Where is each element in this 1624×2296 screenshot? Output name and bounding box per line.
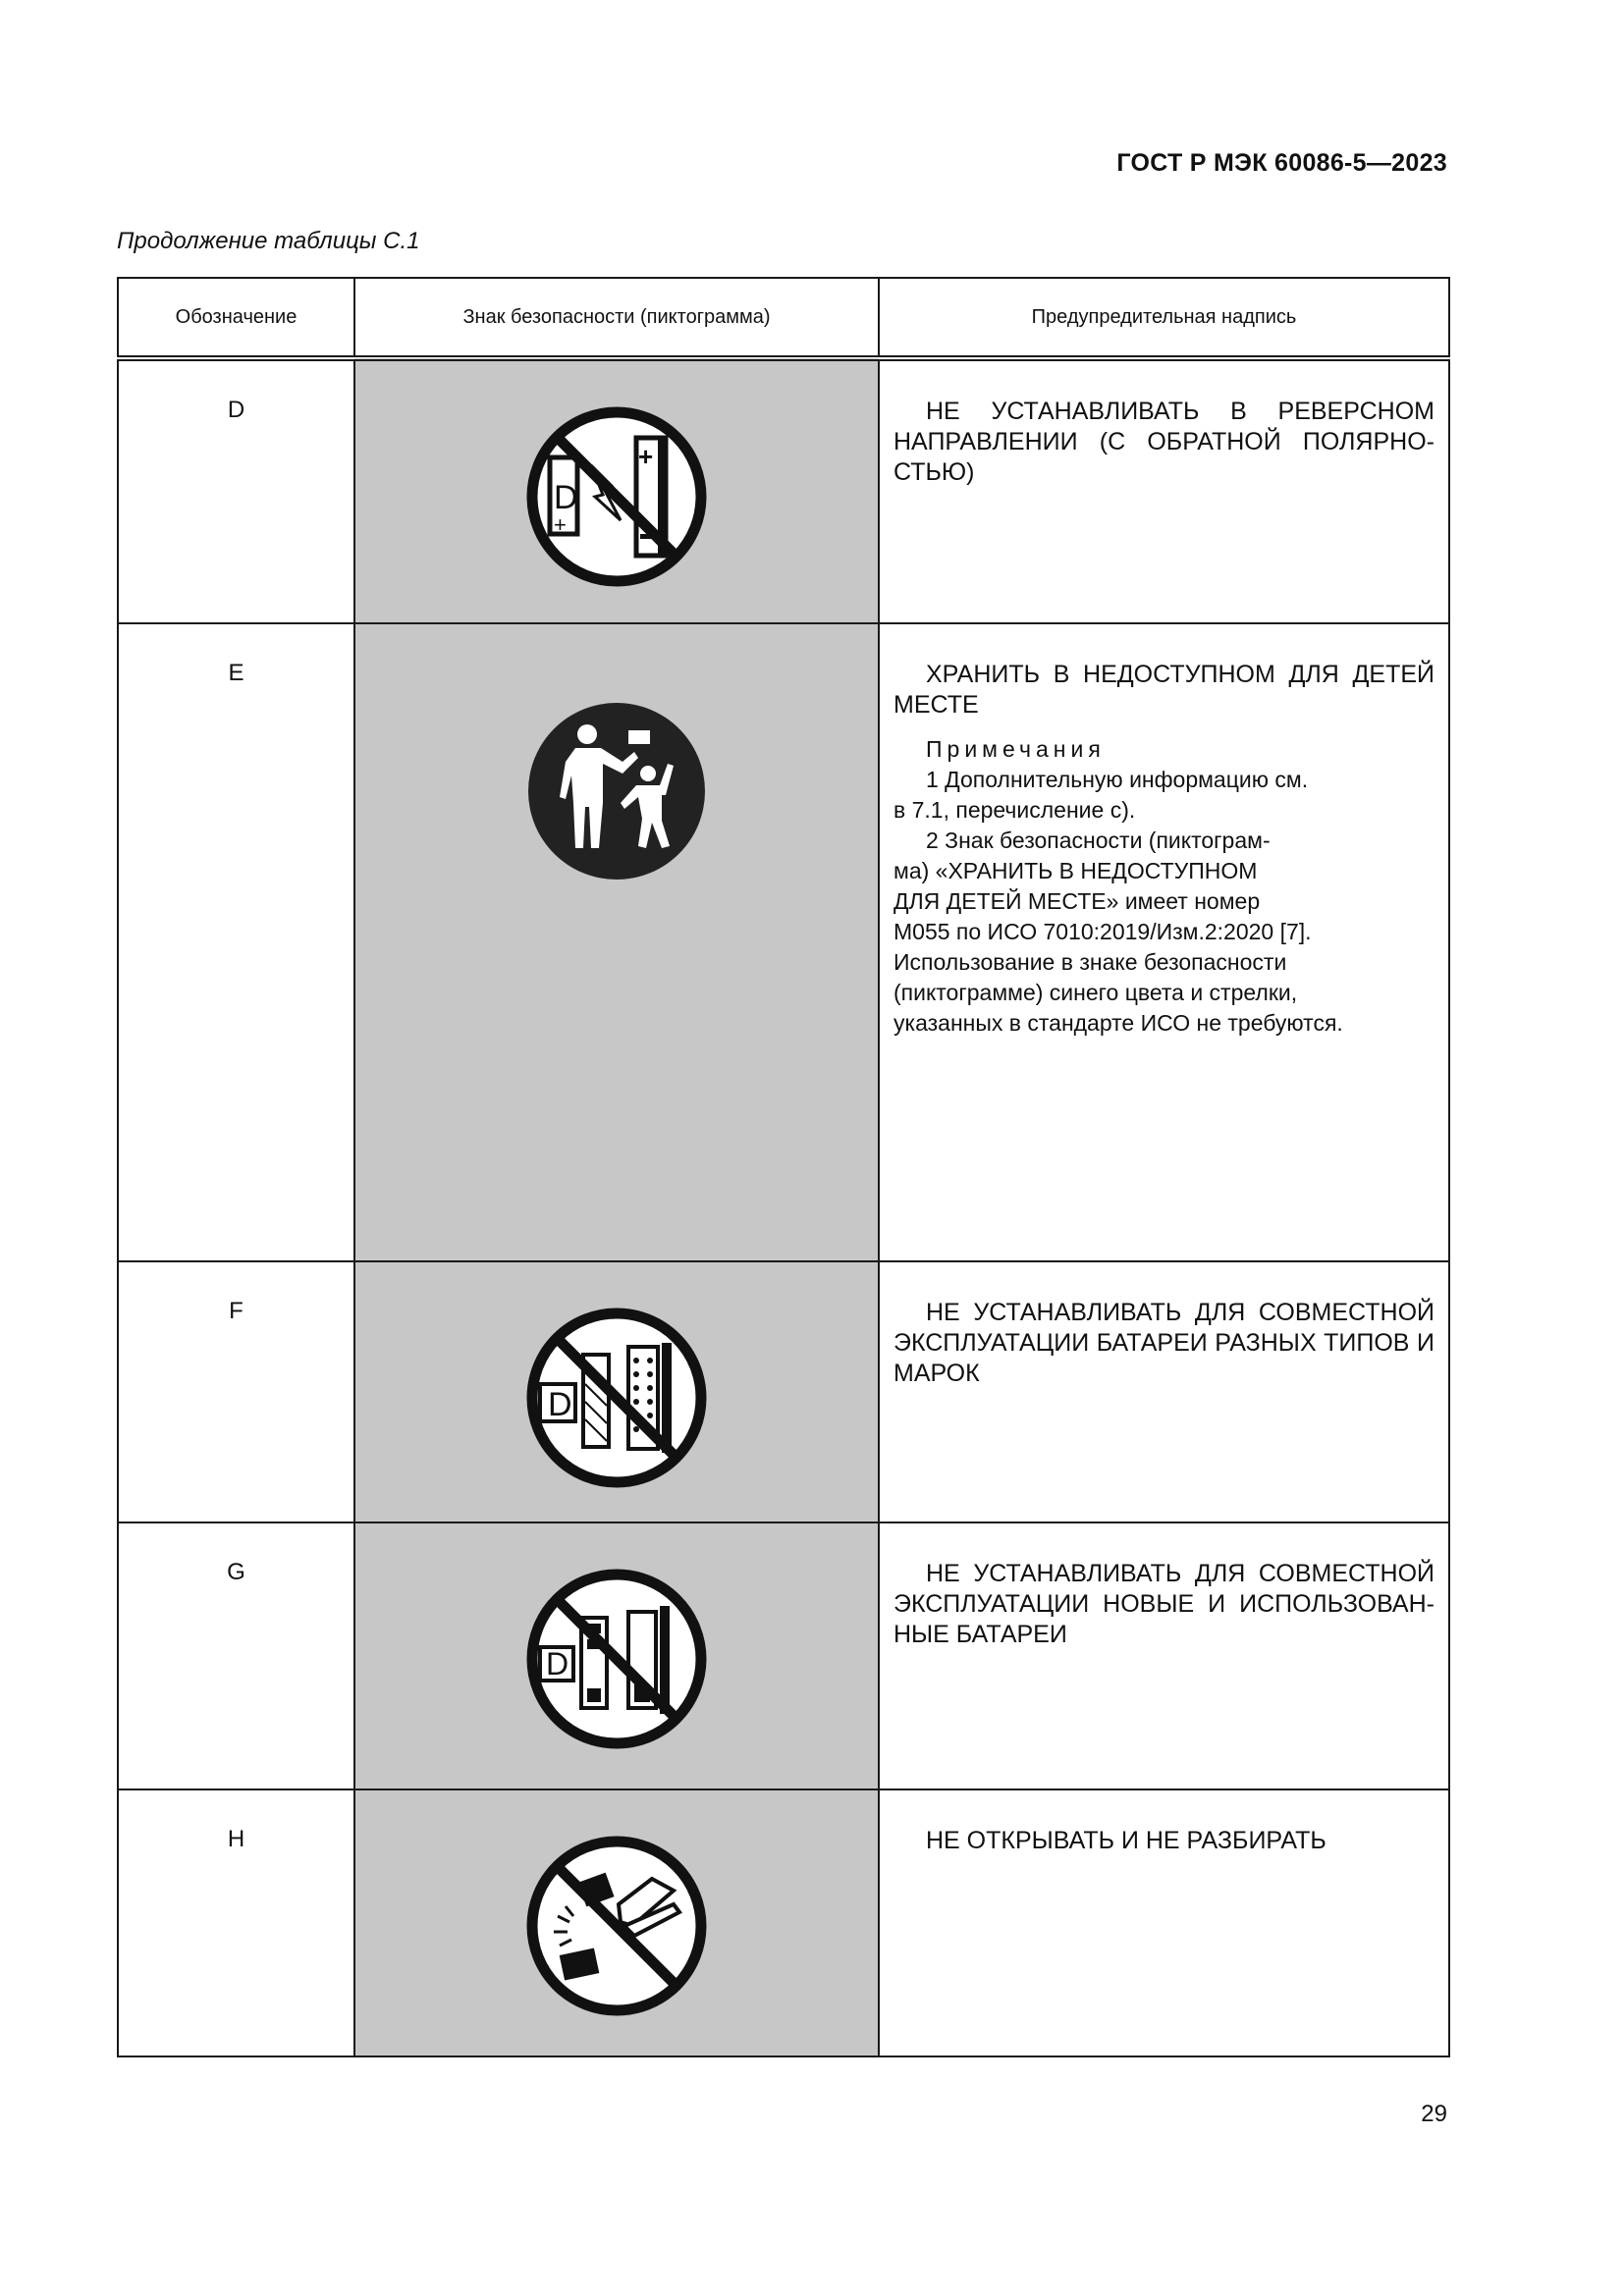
safety-signs-table: [117, 277, 1450, 2057]
row-code: D: [118, 358, 354, 623]
sign-cell: [354, 1261, 879, 1522]
table-caption: Продолжение таблицы С.1: [117, 228, 420, 254]
note-1: 1 Дополнительную информацию см.: [926, 767, 1309, 792]
note-2-line: ма) «ХРАНИТЬ В НЕДОСТУПНОМ: [893, 858, 1258, 883]
note-1-continued: в 7.1, перечисление с).: [893, 797, 1136, 823]
row-code: F: [118, 1261, 354, 1522]
table-row: [118, 1522, 1449, 1789]
row-code: E: [118, 623, 354, 1261]
column-header-sign: Знак безопасности (пиктограмма): [354, 278, 879, 358]
no-reverse-polarity-icon: [526, 406, 707, 587]
note-2-line: М055 по ИСО 7010:2019/Изм.2:2020 [7].: [893, 919, 1312, 944]
svg-text:D: D: [548, 1386, 572, 1423]
row-code: H: [118, 1789, 354, 2056]
note-2-line: (пиктограмме) синего цвета и стрелки,: [893, 980, 1298, 1005]
sign-cell: [354, 1789, 879, 2056]
table-header-row: [118, 278, 1449, 358]
table-row: [118, 358, 1449, 623]
sign-cell: [354, 358, 879, 623]
svg-text:D: D: [554, 479, 578, 516]
warning-cell: [879, 1789, 1449, 2056]
do-not-disassemble-icon: [526, 1836, 707, 2016]
svg-text:D: D: [546, 1646, 569, 1682]
warning-text: НЕ УСТАНАВЛИВАТЬ В РЕВЕРСНОМ НАПРАВЛЕНИИ (С ОБРАТНОЙ ПОЛЯРНО-СТЬЮ): [893, 398, 1435, 486]
warning-cell: [879, 623, 1449, 1261]
keep-away-from-children-icon: [526, 701, 707, 881]
note-2-line: Использование в знаке безопасности: [893, 949, 1287, 975]
warning-text: ХРАНИТЬ В НЕДОСТУПНОМ ДЛЯ ДЕТЕЙ МЕСТЕ: [893, 661, 1435, 719]
warning-cell: [879, 1261, 1449, 1522]
document-header: ГОСТ Р МЭК 60086-5—2023: [1116, 149, 1447, 177]
svg-text:+: +: [638, 442, 654, 471]
row-code: G: [118, 1522, 354, 1789]
sign-cell: [354, 623, 879, 1261]
no-mixing-new-and-used-batteries-icon: [526, 1569, 707, 1749]
table-row: [118, 1261, 1449, 1522]
warning-cell: [879, 358, 1449, 623]
table-row: [118, 623, 1449, 1261]
page-number: 29: [1421, 2101, 1447, 2127]
notes-block: [893, 734, 1435, 1039]
notes-title: Примечания: [926, 736, 1106, 762]
note-2-line: указанных в стандарте ИСО не требуются.: [893, 1010, 1343, 1036]
svg-text:+: +: [554, 512, 567, 537]
table-row: [118, 1789, 1449, 2056]
warning-text: НЕ УСТАНАВЛИВАТЬ ДЛЯ СОВМЕСТНОЙ ЭКСПЛУАТАЦИИ БАТАРЕИ РАЗНЫХ ТИПОВ И МАРОК: [893, 1299, 1435, 1387]
warning-text: НЕ УСТАНАВЛИВАТЬ ДЛЯ СОВМЕСТНОЙ ЭКСПЛУАТАЦИИ НОВЫЕ И ИСПОЛЬЗОВАН-НЫЕ БАТАРЕИ: [893, 1560, 1435, 1648]
column-header-warning: Предупредительная надпись: [879, 278, 1449, 358]
note-2-line: ДЛЯ ДЕТЕЙ МЕСТЕ» имеет номер: [893, 888, 1261, 914]
no-mixing-battery-types-icon: [526, 1308, 707, 1488]
sign-cell: [354, 1522, 879, 1789]
note-2: 2 Знак безопасности (пиктограм-: [926, 828, 1271, 853]
warning-text: НЕ ОТКРЫВАТЬ И НЕ РАЗБИРАТЬ: [926, 1827, 1326, 1854]
warning-cell: [879, 1522, 1449, 1789]
column-header-code: Обозначение: [118, 278, 354, 358]
